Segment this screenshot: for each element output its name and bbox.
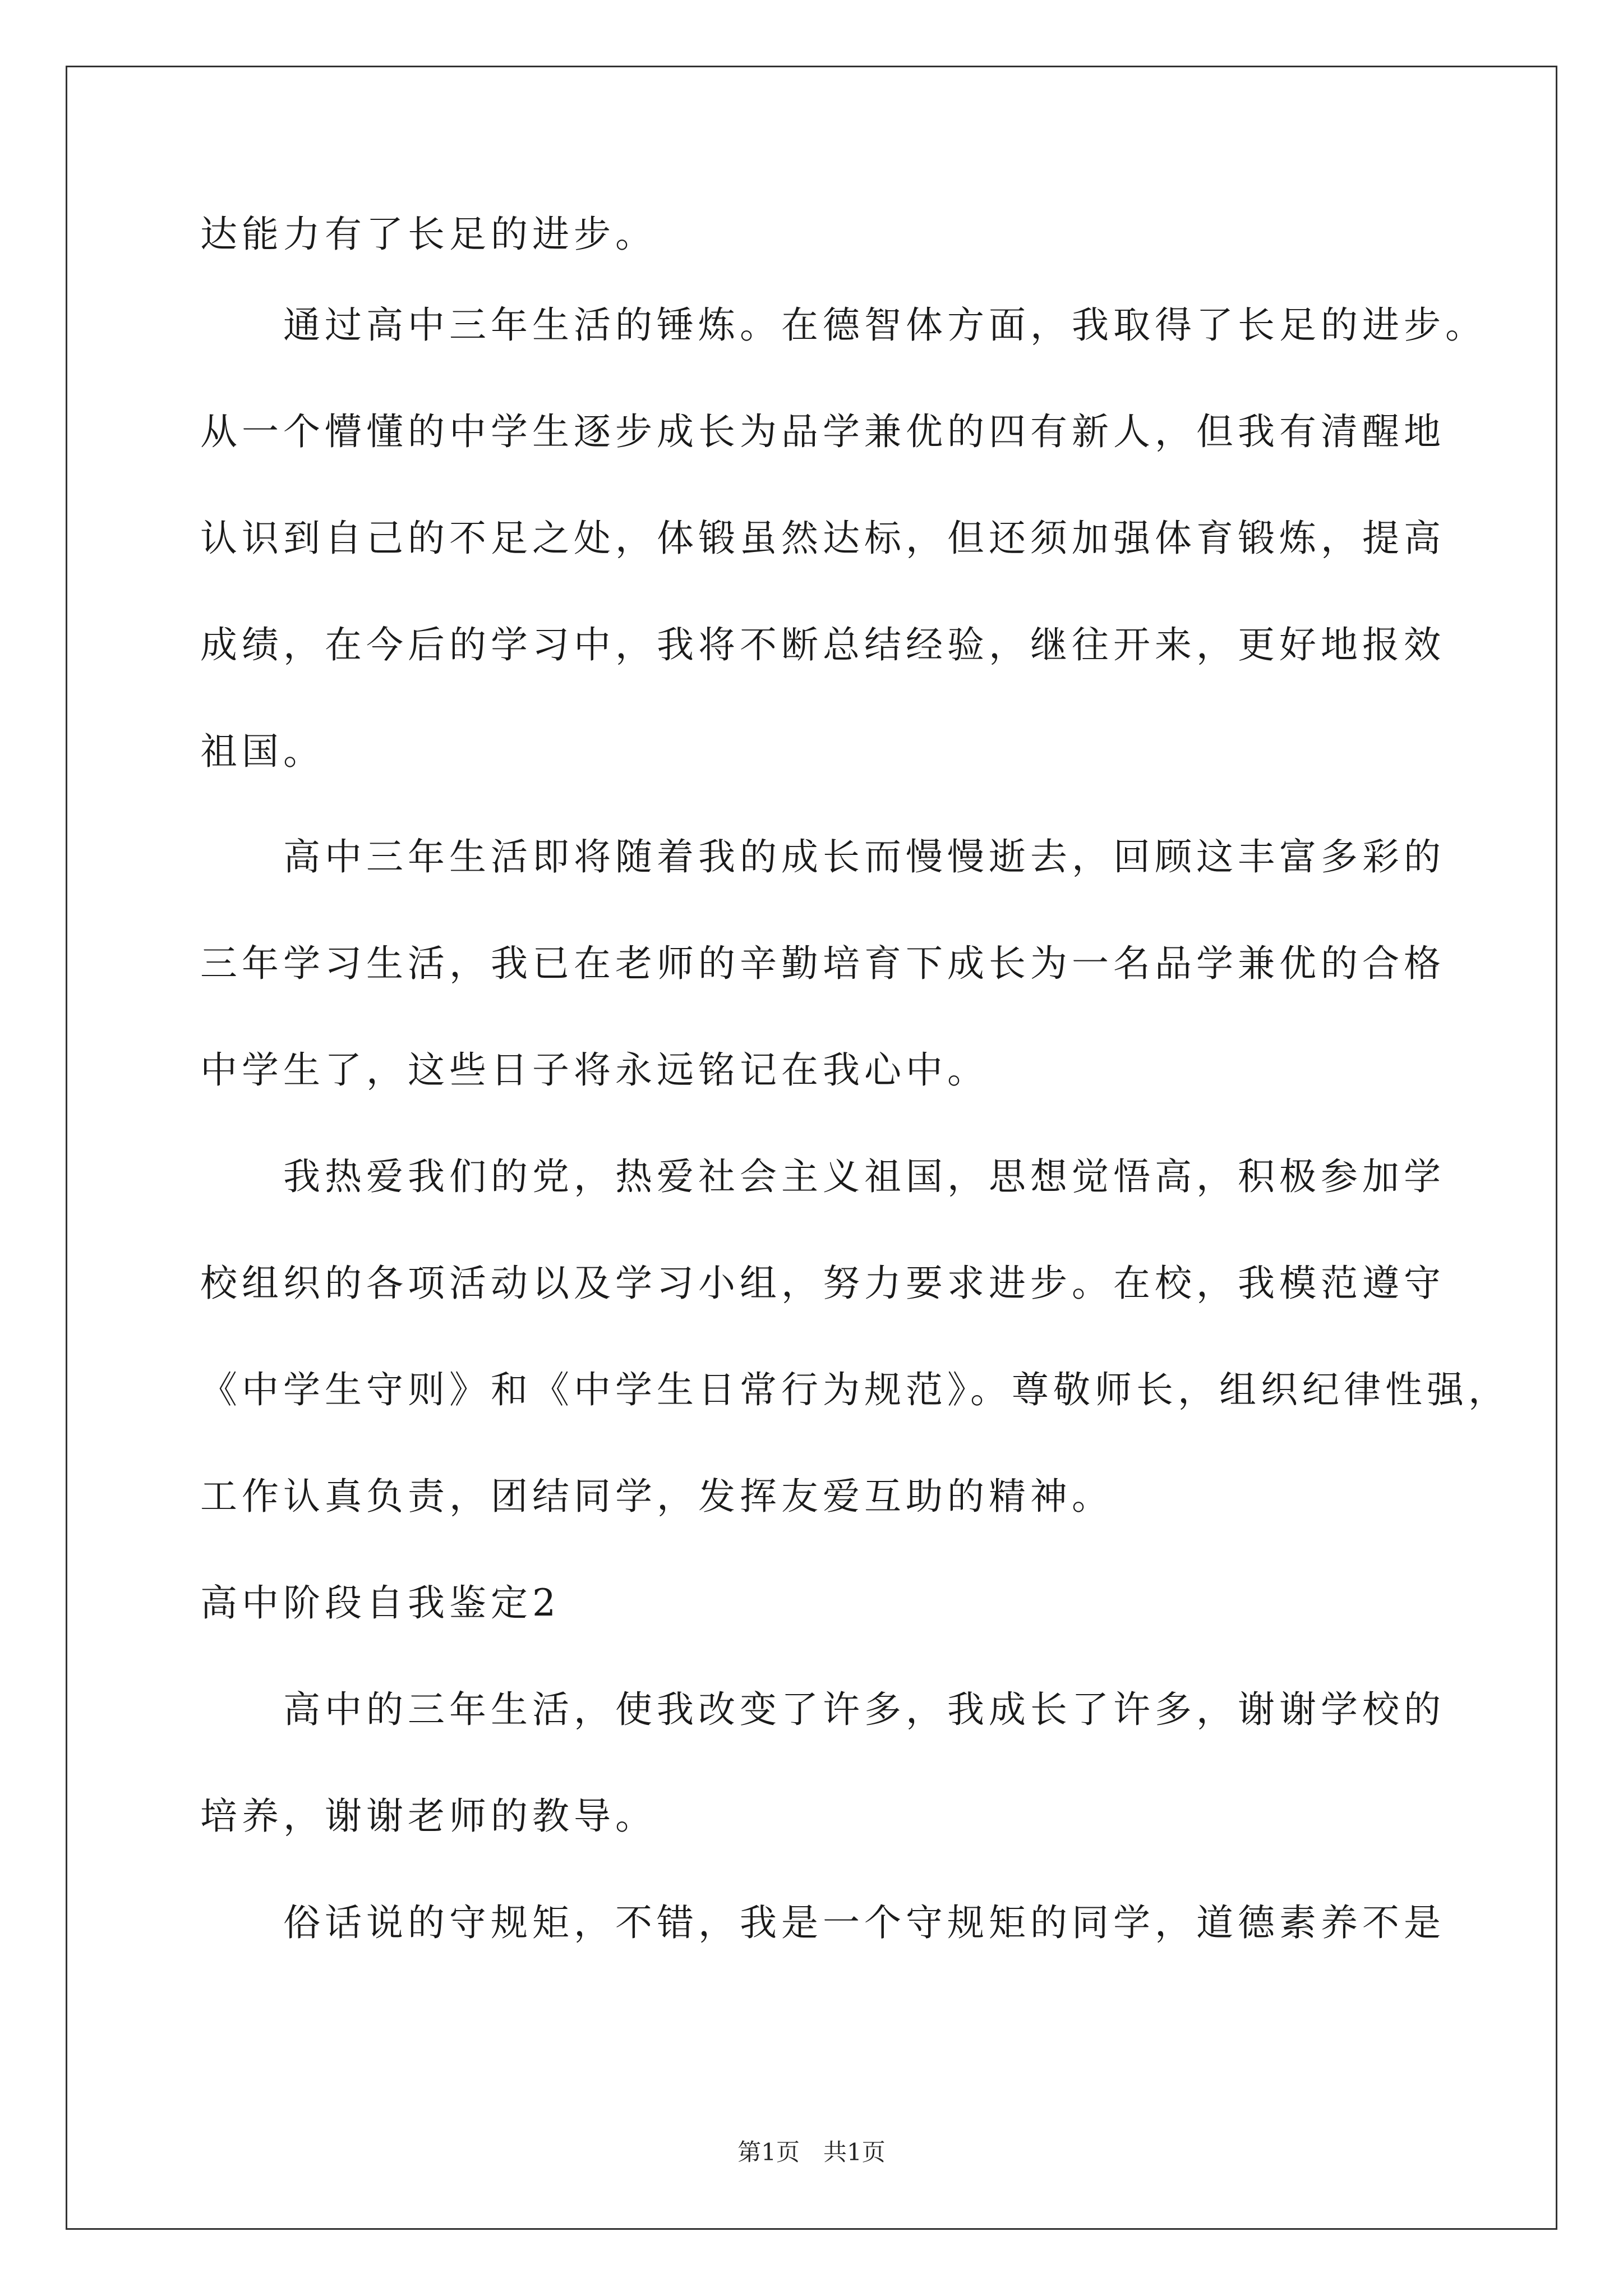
section-heading: 高中阶段自我鉴定2 xyxy=(200,1581,560,1625)
text-line: 认识到自己的不足之处，体锻虽然达标，但还须加强体育锻炼，提高 xyxy=(200,517,1445,560)
text-line: 达能力有了长足的进步。 xyxy=(200,213,657,256)
paragraph-first-line: 高中三年生活即将随着我的成长而慢慢逝去，回顾这丰富多彩的 xyxy=(283,835,1445,878)
text-line: 培养，谢谢老师的教导。 xyxy=(200,1795,657,1838)
text-line: 工作认真负责，团结同学，发挥友爱互助的精神。 xyxy=(200,1475,1113,1518)
page-number-footer: 第1页 共1页 xyxy=(737,2138,886,2166)
paragraph-first-line: 俗话说的守规矩，不错，我是一个守规矩的同学，道德素养不是 xyxy=(283,1901,1445,1944)
text-line: 校组织的各项活动以及学习小组，努力要求进步。在校，我模范遵守 xyxy=(200,1262,1445,1305)
text-line: 《中学生守则》和《中学生日常行为规范》。尊敬师长，组织纪律性强， xyxy=(200,1368,1510,1411)
text-line: 中学生了，这些日子将永远铭记在我心中。 xyxy=(200,1048,989,1092)
paragraph-first-line: 高中的三年生活，使我改变了许多，我成长了许多，谢谢学校的 xyxy=(283,1688,1445,1731)
text-line: 祖国。 xyxy=(200,730,325,773)
text-line: 从一个懵懂的中学生逐步成长为品学兼优的四有新人，但我有清醒地 xyxy=(200,410,1445,453)
text-line: 三年学习生活，我已在老师的辛勤培育下成长为一名品学兼优的合格 xyxy=(200,942,1445,985)
text-line: 成绩，在今后的学习中，我将不断总结经验，继往开来，更好地报效 xyxy=(200,623,1445,666)
paragraph-first-line: 我热爱我们的党，热爱社会主义祖国，思想觉悟高，积极参加学 xyxy=(283,1155,1445,1198)
paragraph-first-line: 通过高中三年生活的锤炼。在德智体方面，我取得了长足的进步。 xyxy=(283,303,1487,347)
